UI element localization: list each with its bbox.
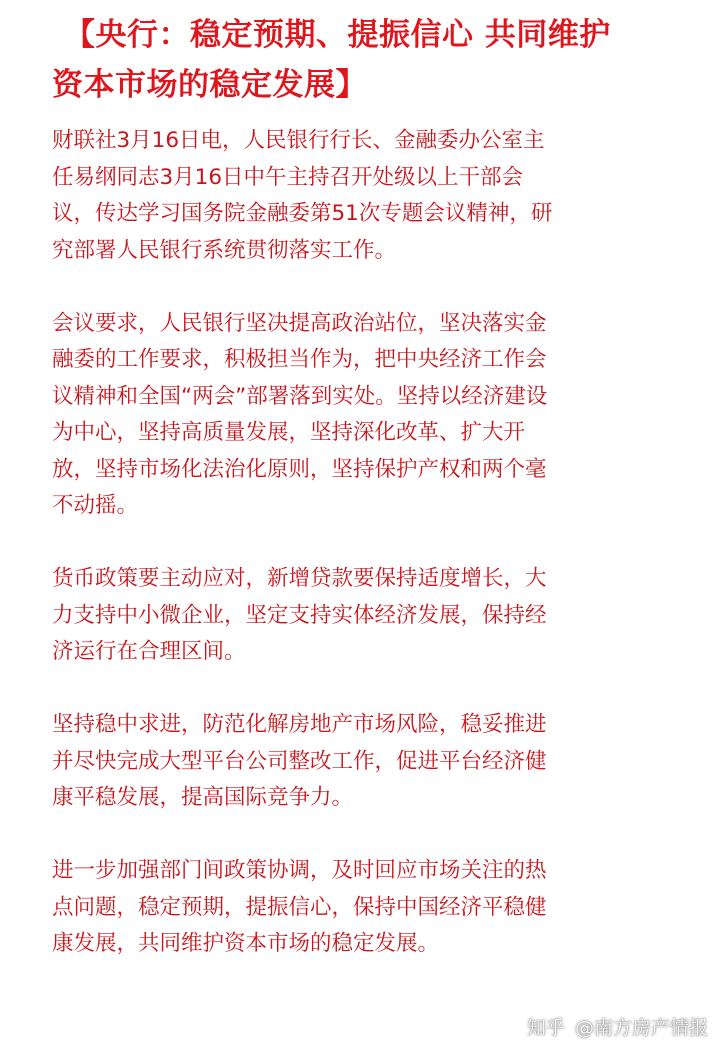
title-line: 【央行：稳定预期、提振信心 共同维护 [64, 17, 611, 53]
text-line: 任易纲同志3月16日中午主持召开处级以上干部会 [52, 164, 524, 190]
watermark-platform: 知乎 [526, 1017, 565, 1039]
text-line: 并尽快完成大型平台公司整改工作，促进平台经济健 [52, 748, 547, 774]
paragraph-gap [52, 671, 712, 708]
text-line: 财联社3月16日电，人民银行行长、金融委办公室主 [52, 128, 545, 153]
text-line: 为中心，坚持高质量发展，坚持深化改革、扩大开 [52, 420, 526, 445]
text-line: 康发展，共同维护资本市场的稳定发展。 [52, 931, 440, 956]
watermark-author: @南方房产情报 [574, 1017, 708, 1039]
article-title [52, 10, 712, 110]
paragraph-risk-prevention [52, 707, 712, 817]
paragraph-monetary-policy [52, 561, 712, 671]
paragraph-gap [52, 525, 712, 562]
paragraph-gap [52, 269, 712, 306]
text-line: 议，传达学习国务院金融委第51次专题会议精神，研 [52, 201, 553, 226]
text-line: 议精神和全国“两会”部署落到实处。坚持以经济建设 [52, 383, 548, 409]
paragraph-gap [52, 817, 712, 854]
article [52, 10, 712, 963]
paragraph-policy-coordination [52, 853, 712, 963]
text-line: 力支持中小微企业，坚定支持实体经济发展，保持经 [52, 602, 547, 628]
text-line: 货币政策要主动应对，新增贷款要保持适度增长，大 [52, 566, 547, 591]
text-line: 究部署人民银行系统贯彻落实工作。 [52, 237, 397, 263]
text-line: 不动摇。 [52, 493, 139, 518]
text-line: 会议要求，人民银行坚决提高政治站位，坚决落实金 [52, 310, 547, 336]
text-line: 放，坚持市场化法治化原则，坚持保护产权和两个毫 [52, 456, 547, 482]
text-line: 融委的工作要求，积极担当作为，把中央经济工作会 [52, 347, 547, 372]
title-line: 资本市场的稳定发展】 [52, 67, 367, 103]
watermark [527, 1013, 708, 1043]
text-line: 点问题，稳定预期，提振信心，保持中国经济平稳健 [52, 894, 547, 920]
paragraph-news-lead [52, 123, 712, 269]
paragraph-meeting-requirements [52, 306, 712, 525]
text-line: 康平稳发展，提高国际竞争力。 [52, 785, 354, 810]
text-line: 进一步加强部门间政策协调，及时回应市场关注的热 [52, 858, 547, 883]
text-line: 济运行在合理区间。 [52, 639, 246, 664]
text-line: 坚持稳中求进，防范化解房地产市场风险，稳妥推进 [52, 712, 547, 737]
